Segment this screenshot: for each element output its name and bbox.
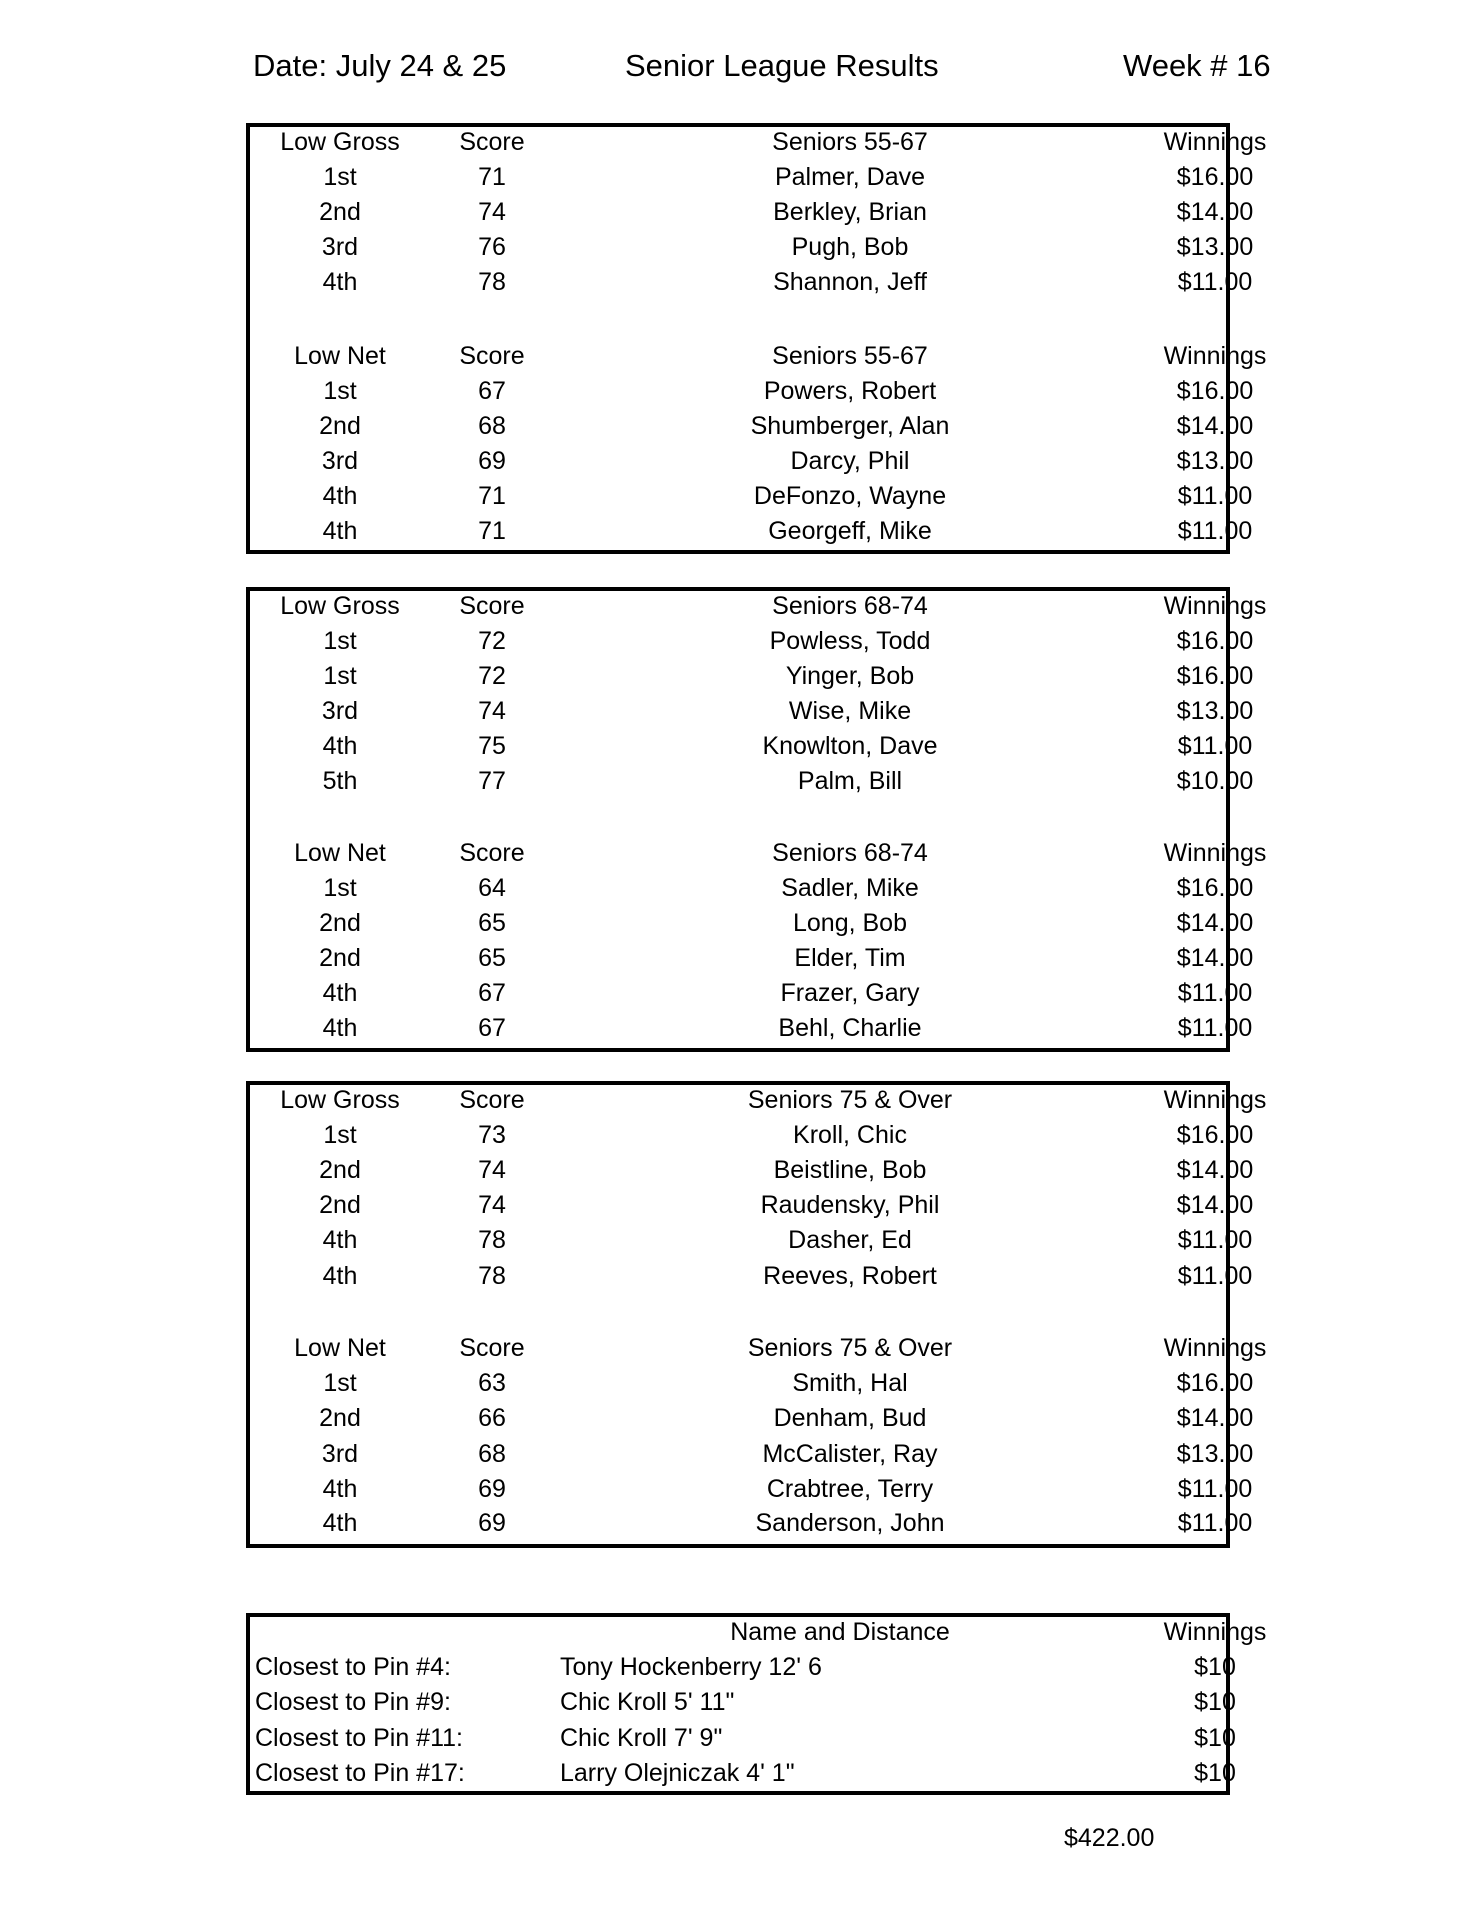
score: 71 [478, 517, 506, 545]
result-row [250, 374, 1254, 409]
place: 3rd [321, 1440, 359, 1468]
winnings-header: Winnings [1163, 1086, 1267, 1114]
winnings-header: Winnings [1163, 128, 1267, 156]
place: 2nd [319, 944, 361, 972]
result-row [250, 1188, 1254, 1223]
winnings: $13.00 [1176, 1440, 1254, 1468]
player-name: Shumberger, Alan [750, 412, 950, 440]
score: 73 [478, 1121, 506, 1149]
winnings: $11.00 [1177, 1014, 1253, 1042]
player-name: Wise, Mike [788, 697, 912, 725]
division-label: Seniors 55-67 [772, 342, 928, 370]
winnings: $14.00 [1176, 412, 1254, 440]
score: 78 [478, 1226, 506, 1254]
winnings: $16.00 [1176, 874, 1254, 902]
score: 66 [478, 1404, 506, 1432]
player-name: Behl, Charlie [778, 1014, 922, 1042]
player-name: Powers, Robert [763, 377, 937, 405]
winnings: $11.00 [1177, 268, 1253, 296]
place: 5th [322, 767, 358, 795]
winnings: $11.00 [1177, 1226, 1253, 1254]
score-header: Score [459, 1334, 525, 1362]
pin-label: Closest to Pin #11: [255, 1724, 463, 1752]
player-name: Berkley, Brian [773, 198, 927, 226]
player-name: Pugh, Bob [791, 233, 909, 261]
score-header: Score [459, 592, 525, 620]
place: 1st [323, 1369, 357, 1397]
score: 67 [478, 979, 506, 1007]
player-name: Palm, Bill [797, 767, 903, 795]
player-name: McCalister, Ray [762, 1440, 938, 1468]
pin-row [250, 1650, 1236, 1685]
score: 71 [478, 163, 506, 191]
place: 4th [322, 268, 358, 296]
category-label: Low Net [294, 1334, 386, 1362]
place: 2nd [319, 909, 361, 937]
winnings: $11.00 [1177, 979, 1253, 1007]
place: 1st [323, 377, 357, 405]
result-row [250, 1259, 1253, 1294]
pin-label: Closest to Pin #17: [255, 1759, 465, 1787]
score: 74 [478, 198, 506, 226]
group-header [250, 1083, 1267, 1118]
category-label: Low Gross [280, 1086, 400, 1114]
score: 77 [478, 767, 506, 795]
result-row [250, 976, 1253, 1011]
place: 1st [323, 163, 357, 191]
player-name: Sadler, Mike [781, 874, 919, 902]
result-row [250, 659, 1254, 694]
winnings: $11.00 [1177, 517, 1253, 545]
winnings: $16.00 [1176, 1369, 1254, 1397]
place: 2nd [319, 1404, 361, 1432]
player-name: Palmer, Dave [774, 163, 926, 191]
player-name: Reeves, Robert [763, 1262, 937, 1290]
place: 2nd [319, 1191, 361, 1219]
winnings: $16.00 [1176, 163, 1254, 191]
winnings: $16.00 [1176, 662, 1254, 690]
winnings: $14.00 [1176, 944, 1254, 972]
category-label: Low Net [294, 839, 386, 867]
score: 72 [478, 627, 506, 655]
score: 69 [478, 1509, 506, 1537]
winnings: $14.00 [1176, 909, 1254, 937]
pin-winner: Tony Hockenberry 12' 6 [560, 1653, 822, 1681]
division-label: Seniors 55-67 [772, 128, 928, 156]
pin-label: Closest to Pin #9: [255, 1688, 451, 1716]
score: 67 [478, 377, 506, 405]
result-row [250, 514, 1253, 549]
result-row [250, 265, 1253, 300]
score: 78 [478, 268, 506, 296]
winnings-header: Winnings [1163, 1334, 1267, 1362]
winnings: $13.00 [1176, 447, 1254, 475]
place: 4th [322, 517, 358, 545]
winnings: $11.00 [1177, 1509, 1253, 1537]
winnings: $14.00 [1176, 1156, 1254, 1184]
pin-row [250, 1721, 1236, 1756]
player-name: Shannon, Jeff [773, 268, 927, 296]
division-label: Seniors 68-74 [772, 592, 928, 620]
results-box-68-74 [246, 587, 1267, 1052]
player-name: Denham, Bud [773, 1404, 927, 1432]
score: 71 [478, 482, 506, 510]
winnings: $14.00 [1176, 198, 1254, 226]
score: 72 [478, 662, 506, 690]
pin-label: Closest to Pin #4: [255, 1653, 451, 1681]
result-row [250, 729, 1253, 764]
player-name: Beistline, Bob [773, 1156, 927, 1184]
player-name: Crabtree, Terry [766, 1475, 934, 1503]
score: 67 [478, 1014, 506, 1042]
winnings: $10.00 [1176, 767, 1254, 795]
player-name: Powless, Todd [769, 627, 931, 655]
winnings-header: Winnings [1163, 839, 1267, 867]
group-header [250, 125, 1267, 160]
result-row [250, 195, 1254, 230]
winnings-header: Winnings [1163, 342, 1267, 370]
result-row [250, 1401, 1254, 1436]
total-winnings: $422.00 [1064, 1824, 1155, 1852]
pin-winnings: $10 [1194, 1724, 1236, 1752]
winnings: $16.00 [1176, 1121, 1254, 1149]
score-header: Score [459, 342, 525, 370]
place: 4th [322, 732, 358, 760]
score: 68 [478, 1440, 506, 1468]
winnings: $13.00 [1176, 233, 1254, 261]
results-box-75-over [246, 1081, 1267, 1548]
player-name: Knowlton, Dave [762, 732, 938, 760]
player-name: Dasher, Ed [788, 1226, 912, 1254]
result-row [250, 444, 1254, 479]
result-row [250, 1472, 1253, 1507]
pin-row [250, 1756, 1236, 1791]
group-header [250, 836, 1267, 871]
score: 64 [478, 874, 506, 902]
result-row [250, 1223, 1253, 1258]
winnings: $11.00 [1177, 732, 1253, 760]
winnings: $16.00 [1176, 627, 1254, 655]
division-label: Seniors 75 & Over [747, 1086, 953, 1114]
result-row [250, 160, 1254, 195]
place: 1st [323, 1121, 357, 1149]
place: 4th [322, 1226, 358, 1254]
place: 4th [322, 1014, 358, 1042]
score: 74 [478, 1191, 506, 1219]
result-row [250, 1506, 1253, 1541]
place: 2nd [319, 412, 361, 440]
winnings: $11.00 [1177, 1475, 1253, 1503]
player-name: Frazer, Gary [780, 979, 920, 1007]
score: 65 [478, 909, 506, 937]
score-header: Score [459, 1086, 525, 1114]
player-name: Smith, Hal [792, 1369, 908, 1397]
results-box-55-67 [246, 123, 1267, 554]
score: 75 [478, 732, 506, 760]
group-header [250, 589, 1267, 624]
result-row [250, 624, 1254, 659]
place: 1st [323, 874, 357, 902]
player-name: DeFonzo, Wayne [753, 482, 947, 510]
result-row [250, 764, 1254, 799]
place: 3rd [321, 697, 359, 725]
place: 4th [322, 482, 358, 510]
place: 3rd [321, 233, 359, 261]
pin-row [250, 1685, 1236, 1720]
player-name: Long, Bob [793, 909, 907, 937]
pin-winnings: $10 [1194, 1759, 1236, 1787]
result-row [250, 871, 1254, 906]
score: 74 [478, 697, 506, 725]
winnings: $14.00 [1176, 1191, 1254, 1219]
week-number: Week # 16 [1123, 48, 1271, 83]
score: 76 [478, 233, 506, 261]
result-row [250, 1118, 1254, 1153]
score-header: Score [459, 128, 525, 156]
result-row [250, 941, 1254, 976]
place: 1st [323, 662, 357, 690]
result-row [250, 230, 1254, 265]
group-header [250, 339, 1267, 374]
score: 63 [478, 1369, 506, 1397]
player-name: Raudensky, Phil [760, 1191, 940, 1219]
place: 1st [323, 627, 357, 655]
score: 74 [478, 1156, 506, 1184]
place: 4th [322, 1262, 358, 1290]
player-name: Sanderson, John [755, 1509, 945, 1537]
pin-winnings: $10 [1194, 1688, 1236, 1716]
place: 4th [322, 1509, 358, 1537]
score: 68 [478, 412, 506, 440]
winnings: $14.00 [1176, 1404, 1254, 1432]
result-row [250, 906, 1254, 941]
page-date: Date: July 24 & 25 [253, 48, 507, 83]
pins-header [250, 1615, 1267, 1650]
score: 69 [478, 1475, 506, 1503]
place: 4th [322, 1475, 358, 1503]
winnings-header: Winnings [1163, 592, 1267, 620]
result-row [250, 479, 1253, 514]
category-label: Low Gross [280, 592, 400, 620]
division-label: Seniors 75 & Over [747, 1334, 953, 1362]
place: 4th [322, 979, 358, 1007]
winnings-header: Winnings [1163, 1618, 1267, 1646]
score: 78 [478, 1262, 506, 1290]
pin-winner: Larry Olejniczak 4' 1" [560, 1759, 795, 1787]
score: 65 [478, 944, 506, 972]
winnings: $13.00 [1176, 697, 1254, 725]
result-row [250, 1366, 1254, 1401]
result-row [250, 409, 1254, 444]
place: 2nd [319, 1156, 361, 1184]
winnings: $11.00 [1177, 482, 1253, 510]
category-label: Low Gross [280, 128, 400, 156]
player-name: Yinger, Bob [785, 662, 915, 690]
division-label: Seniors 68-74 [772, 839, 928, 867]
result-row [250, 694, 1254, 729]
player-name: Kroll, Chic [793, 1121, 907, 1149]
closest-to-pin-box [246, 1613, 1267, 1795]
player-name: Georgeff, Mike [768, 517, 932, 545]
player-name: Darcy, Phil [790, 447, 910, 475]
pin-winnings: $10 [1194, 1653, 1236, 1681]
winnings: $11.00 [1177, 1262, 1253, 1290]
name-distance-header: Name and Distance [730, 1618, 950, 1646]
page-title: Senior League Results [625, 48, 939, 83]
group-header [250, 1331, 1267, 1366]
result-row [250, 1437, 1254, 1472]
pin-winner: Chic Kroll 5' 11" [560, 1688, 735, 1716]
category-label: Low Net [294, 342, 386, 370]
result-row [250, 1011, 1253, 1046]
place: 2nd [319, 198, 361, 226]
score: 69 [478, 447, 506, 475]
place: 3rd [321, 447, 359, 475]
winnings: $16.00 [1176, 377, 1254, 405]
score-header: Score [459, 839, 525, 867]
result-row [250, 1153, 1254, 1188]
pin-winner: Chic Kroll 7' 9" [560, 1724, 723, 1752]
player-name: Elder, Tim [794, 944, 906, 972]
